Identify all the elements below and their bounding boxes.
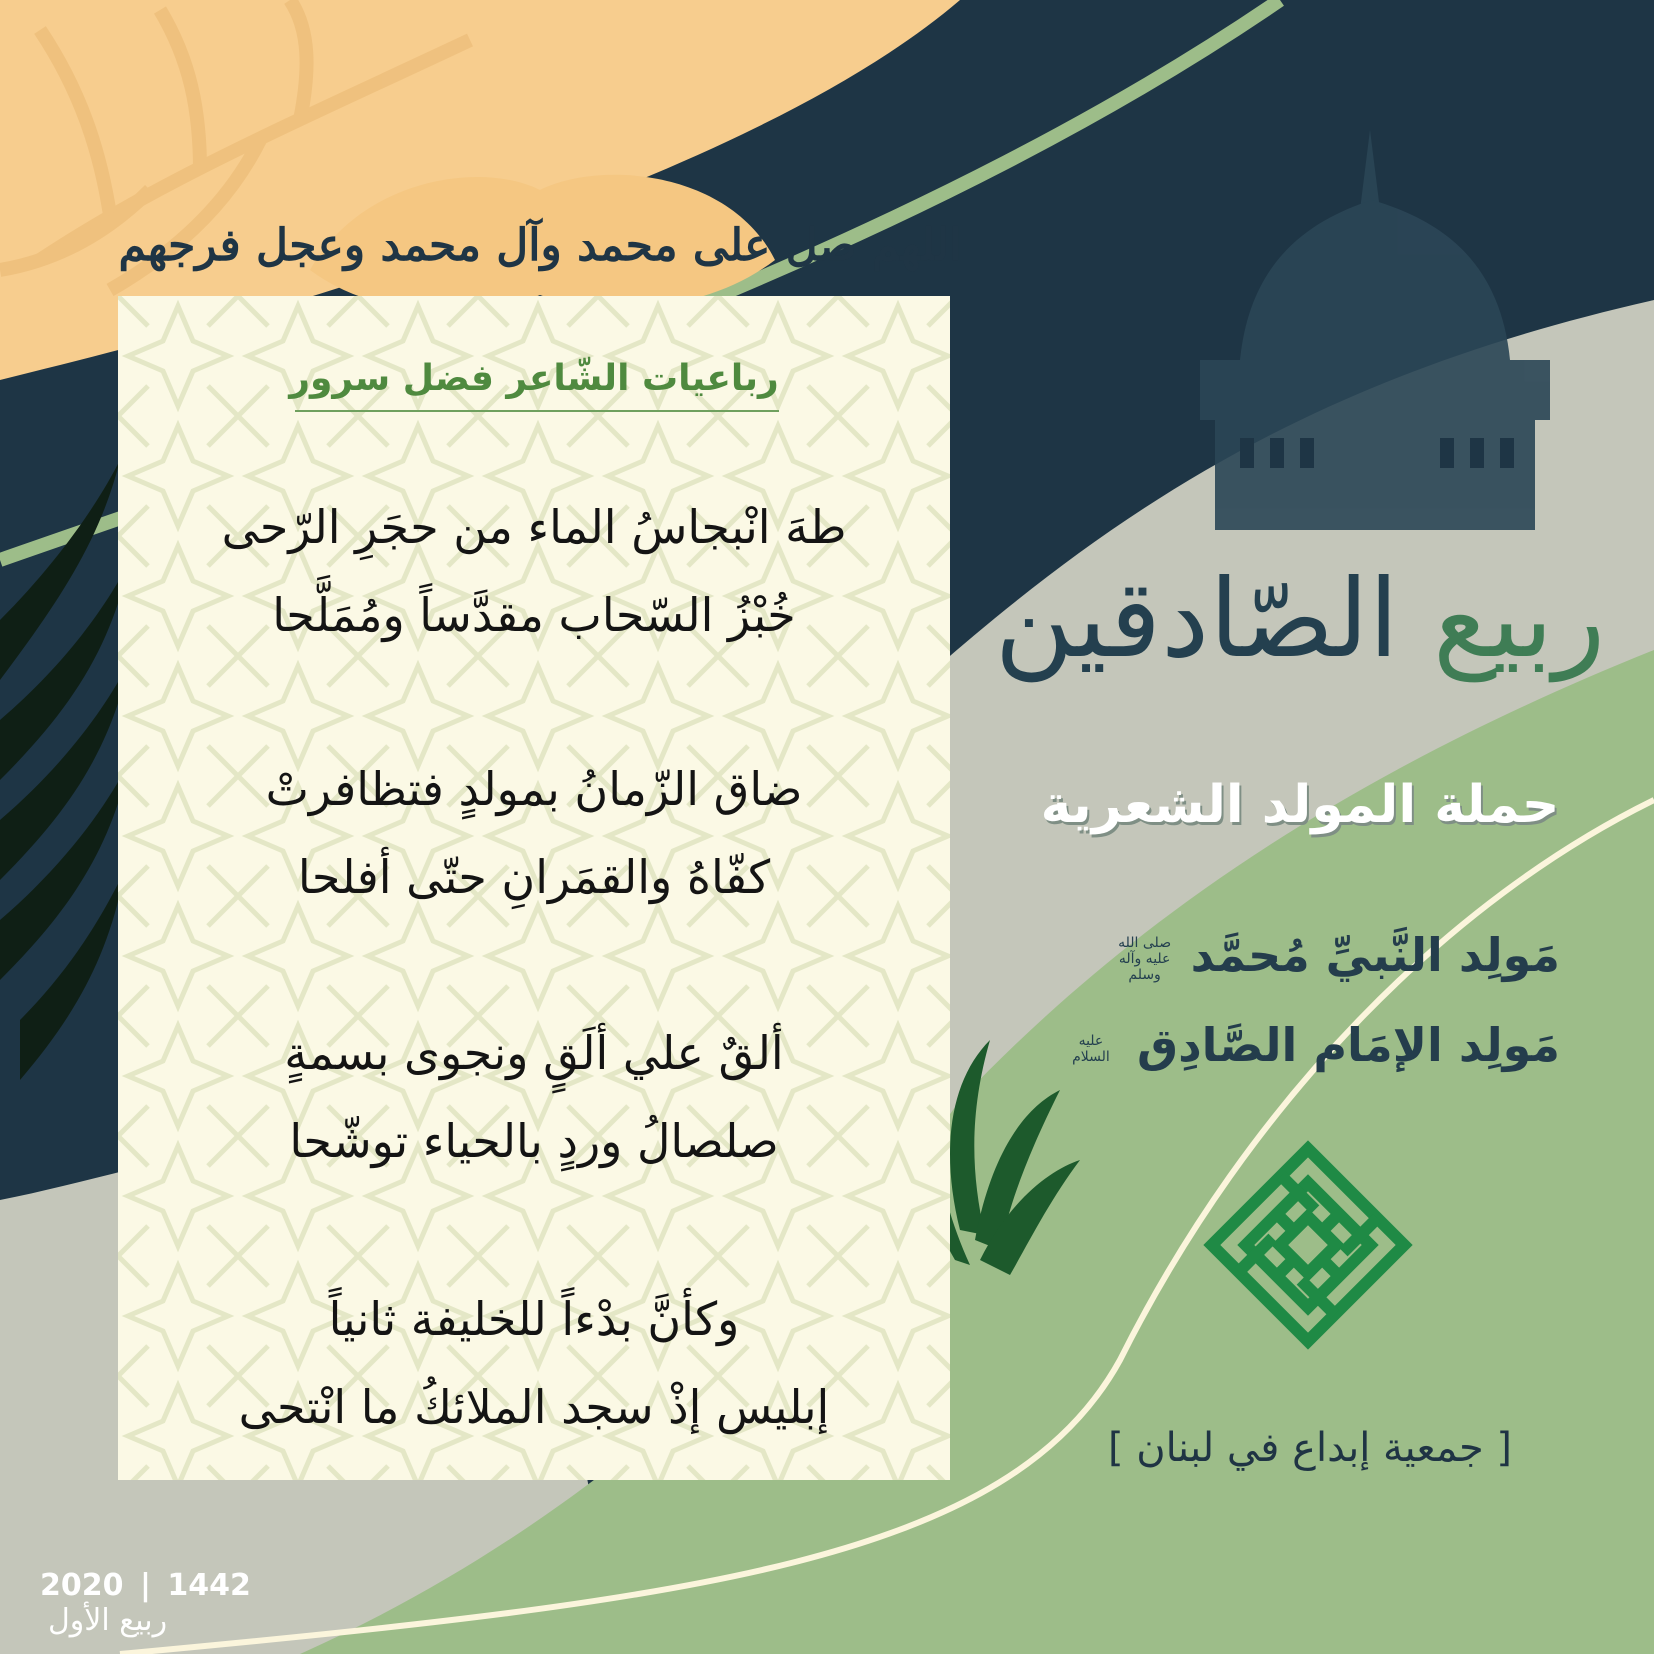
verse-line: إبليس إذْ سجد الملائكُ ما انْتحى (238, 1380, 830, 1434)
prophet-birth-label: مَولِد النَّبيِّ مُحمَّد (1190, 928, 1560, 982)
imam-birth-label: مَولِد الإمَام الصَّادِق (1136, 1018, 1560, 1072)
hijri-year: 1442 (167, 1568, 251, 1603)
verse-line: ضاق الزّمانُ بمولدٍ فتظافرتْ (265, 762, 803, 816)
date-line (40, 1568, 380, 1638)
poem-card (118, 296, 950, 1480)
prophet-birth-line (1040, 928, 1560, 983)
verse-line: وكأنَّ بدْءاً للخليفة ثانياً (328, 1292, 740, 1346)
campaign-title-rest: الصّادقين (994, 557, 1399, 682)
verse-line: طهَ انْبجاسُ الماء من حجَرِ الرّحى (221, 500, 847, 554)
poet-title: رباعيات الشّاعر فضل سرور (289, 358, 779, 399)
verse-line: صلصالُ وردٍ بالحياء توشّحا (289, 1114, 779, 1168)
verse-line: خُبْزُ السّحاب مقدَّساً ومُمَلَّحا (272, 588, 796, 642)
svg-text:اللهم صل على محمد وآل محمد وعج: اللهم صل على محمد وآل محمد وعجل فرجهم (118, 220, 962, 271)
imam-birth-line (1040, 1018, 1560, 1072)
verse-line: ألقٌ علي ألَقٍ ونجوى بسمةٍ (284, 1026, 784, 1080)
campaign-title (980, 545, 1620, 695)
campaign-subtitle: حملة المولد الشعرية (1040, 775, 1560, 835)
title-underline (295, 410, 779, 412)
organization-name: [ جمعية إبداع في لبنان ] (1107, 1425, 1513, 1471)
date-separator: | (139, 1568, 151, 1603)
campaign-title-first-word: ربيع (1433, 557, 1606, 682)
imam-honorific: عليه السلام (1072, 1032, 1110, 1065)
prophet-honorific: صلى الله عليه وآله وسلم (1118, 934, 1172, 983)
hijri-month: ربيع الأول (48, 1603, 168, 1638)
verse-line: كفّاهُ والقمَرانِ حتّى أفلحا (297, 850, 771, 904)
gregorian-year: 2020 (40, 1568, 124, 1603)
